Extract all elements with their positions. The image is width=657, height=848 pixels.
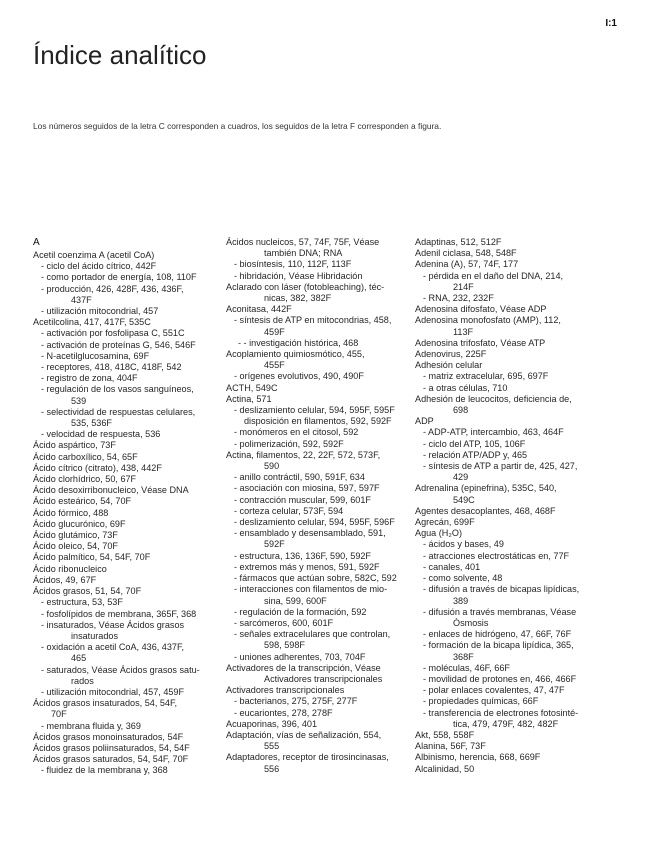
index-subentry: nicas, 382, 382F (264, 293, 332, 304)
index-subentry: - monómeros en el citosol, 592 (234, 427, 359, 438)
index-entry: Agua (H₂O) (415, 528, 462, 539)
index-subentry: - como solvente, 48 (423, 573, 503, 584)
index-entry: Aconitasa, 442F (226, 304, 292, 315)
index-subentry: - fármacos que actúan sobre, 582C, 592 (234, 573, 397, 584)
index-subentry: - enlaces de hidrógeno, 47, 66F, 76F (423, 629, 572, 640)
index-subentry: rados (71, 675, 94, 686)
index-subentry: 539 (71, 395, 87, 406)
index-entry: Aclarado con láser (fotobleaching), téc- (226, 281, 385, 292)
index-subentry: - asociación con miosina, 597, 597F (234, 483, 380, 494)
index-subentry: - - investigación histórica, 468 (238, 337, 359, 348)
index-subentry: - N-acetilglucosamina, 69F (41, 350, 150, 361)
index-subentry: 113F (453, 326, 474, 337)
index-subentry: 437F (71, 294, 92, 305)
index-subentry: 214F (453, 281, 474, 292)
index-column-1 (33, 237, 225, 777)
index-entry: Acuaporinas, 396, 401 (226, 718, 318, 729)
index-entry: Adenosina difosfato, Véase ADP (415, 304, 547, 315)
index-entry: Ácido desoxirribonucleico, Véase DNA (33, 485, 189, 496)
index-subentry: 455F (264, 360, 285, 371)
index-subentry: - extremos más y menos, 591, 592F (234, 561, 380, 572)
index-subentry: - ADP-ATP, intercambio, 463, 464F (423, 427, 564, 438)
index-entry: Ácidos grasos saturados, 54, 54F, 70F (33, 754, 189, 765)
index-subentry: - contracción muscular, 599, 601F (234, 494, 371, 505)
index-entry: Ácido aspártico, 73F (33, 440, 116, 451)
index-subentry: - interacciones con filamentos de mio- (234, 584, 388, 595)
index-subentry: - eucariontes, 278, 278F (234, 707, 333, 718)
index-subentry: - a otras células, 710 (423, 382, 508, 393)
index-entry: ACTH, 549C (226, 382, 278, 393)
index-subentry: - canales, 401 (423, 561, 481, 572)
index-entry: Ácido cítrico (citrato), 438, 442F (33, 462, 162, 473)
index-subentry: - como portador de energía, 108, 110F (41, 272, 197, 283)
index-entry: Adhesión celular (415, 360, 483, 371)
index-subentry: - utilización mitocondrial, 457 (41, 306, 159, 317)
index-entry: Ácido clorhídrico, 50, 67F (33, 474, 137, 485)
index-subentry: - activación por fosfolipasa C, 551C (41, 328, 185, 339)
index-entry: Ácidos, 49, 67F (33, 574, 97, 585)
index-subentry: - fluidez de la membrana y, 368 (41, 765, 168, 776)
index-entry: Agentes desacoplantes, 468, 468F (415, 505, 556, 516)
index-subentry: - insaturados, Véase Ácidos grasos (41, 619, 185, 630)
index-entry: Ácido glucurónico, 69F (33, 518, 126, 529)
index-entry: Actina, filamentos, 22, 22F, 572, 573F, (226, 449, 381, 460)
index-subentry: 698 (453, 405, 469, 416)
index-subentry: Ósmosis (453, 617, 489, 628)
index-entry: Adenosina monofosfato (AMP), 112, (415, 315, 561, 326)
index-subentry: - receptores, 418, 418C, 418F, 542 (41, 362, 182, 373)
index-subentry: - ciclo del ácido cítrico, 442F (41, 261, 157, 272)
index-entry: Adenina (A), 57, 74F, 177 (415, 259, 519, 270)
index-subentry: - oxidación a acetil CoA, 436, 437F, (41, 642, 185, 653)
index-subentry: - registro de zona, 404F (41, 373, 138, 384)
index-entry: Adaptadores, receptor de tirosincinasas, (226, 752, 389, 763)
index-subentry: - difusión a través membranas, Véase (423, 606, 577, 617)
index-subentry: - formación de la bicapa lipídica, 365, (423, 640, 574, 651)
index-subentry: 555 (264, 741, 280, 752)
index-subentry: - RNA, 232, 232F (423, 293, 494, 304)
index-entry: Akt, 558, 558F (415, 729, 475, 740)
index-subentry: 556 (264, 763, 280, 774)
index-subentry: - deslizamiento celular, 594, 595F, 596F (234, 517, 395, 528)
index-entry: Adaptación, vías de señalización, 554, (226, 729, 382, 740)
page-title: Índice analítico (33, 40, 207, 70)
index-subentry: - señales extracelulares que controlan, (234, 629, 391, 640)
index-entry: Ácidos grasos insaturados, 54, 54F, (33, 698, 178, 709)
index-subentry: 590 (264, 461, 280, 472)
index-subentry: - hibridación, Véase Hibridación (234, 270, 363, 281)
index-entry: Ácido oleico, 54, 70F (33, 541, 118, 552)
index-entry: Albinismo, herencia, 668, 669F (415, 752, 541, 763)
index-subentry: - movilidad de protones en, 466, 466F (423, 673, 577, 684)
index-entry: Adenovirus, 225F (415, 349, 487, 360)
page-number: I:1 (605, 18, 617, 29)
index-subentry: 535, 536F (71, 418, 112, 429)
index-entry: Adenosina trifosfato, Véase ATP (415, 337, 546, 348)
index-entry: 70F (51, 709, 67, 720)
index-subentry: - ensamblado y desensamblado, 591, (234, 528, 386, 539)
index-subentry: - polimerización, 592, 592F (234, 438, 344, 449)
index-subentry: - utilización mitocondrial, 457, 459F (41, 686, 185, 697)
index-entry: Adenil ciclasa, 548, 548F (415, 248, 517, 259)
index-subentry: - pérdida en el daño del DNA, 214, (423, 270, 564, 281)
index-subentry: - difusión a través de bicapas lipídicas, (423, 584, 580, 595)
index-subentry: - membrana fluida y, 369 (41, 720, 141, 731)
index-subentry: - síntesis de ATP en mitocondrias, 458, (234, 315, 392, 326)
index-subentry: - ciclo del ATP, 105, 106F (423, 438, 526, 449)
index-subentry: - relación ATP/ADP y, 465 (423, 449, 528, 460)
index-column-3 (415, 237, 607, 775)
index-subentry: - selectividad de respuestas celulares, (41, 406, 196, 417)
index-entry: Ácido palmítico, 54, 54F, 70F (33, 552, 151, 563)
index-column-2 (226, 237, 418, 775)
index-subentry: - biosíntesis, 110, 112F, 113F (234, 259, 352, 270)
index-subentry: 598, 598F (264, 640, 305, 651)
index-subentry: 368F (453, 651, 474, 662)
index-entry: disposición en filamentos, 592, 592F (244, 416, 392, 427)
index-entry: Actina, 571 (226, 393, 272, 404)
index-subentry: - velocidad de respuesta, 536 (41, 429, 161, 440)
index-subentry: - deslizamiento celular, 594, 595F, 595F (234, 405, 395, 416)
index-entry: Alanina, 56F, 73F (415, 741, 486, 752)
section-letter: A (33, 237, 40, 248)
index-subentry: - moléculas, 46F, 66F (423, 662, 510, 673)
index-subentry: - fosfolípidos de membrana, 365F, 368 (41, 608, 197, 619)
index-entry: Adhesión de leucocitos, deficiencia de, (415, 393, 572, 404)
index-subentry: - uniones adherentes, 703, 704F (234, 651, 366, 662)
index-entry: Ácido glutámico, 73F (33, 530, 118, 541)
index-subentry: - estructura, 53, 53F (41, 597, 123, 608)
index-subentry: - sarcómeros, 600, 601F (234, 617, 334, 628)
index-entry: Adrenalina (epinefrina), 535C, 540, (415, 483, 557, 494)
index-subentry: tica, 479, 479F, 482, 482F (453, 718, 559, 729)
index-subentry: - propiedades químicas, 66F (423, 696, 539, 707)
index-subentry: 465 (71, 653, 87, 664)
index-entry: Ácido fórmico, 488 (33, 507, 109, 518)
index-entry: Ácidos grasos poliinsaturados, 54, 54F (33, 742, 190, 753)
index-entry: Ácido ribonucleico (33, 563, 107, 574)
index-subentry: sina, 599, 600F (264, 595, 327, 606)
index-subentry: - anillo contráctil, 590, 591F, 634 (234, 472, 365, 483)
index-entry: Ácido esteárico, 54, 70F (33, 496, 132, 507)
index-subentry: - síntesis de ATP a partir de, 425, 427, (423, 461, 578, 472)
index-subentry: - activación de proteínas G, 546, 546F (41, 339, 196, 350)
index-subentry: 459F (264, 326, 285, 337)
index-subentry: 429 (453, 472, 469, 483)
index-subentry: 389 (453, 595, 469, 606)
index-subentry: Activadores transcripcionales (264, 673, 383, 684)
index-subentry: - orígenes evolutivos, 490, 490F (234, 371, 364, 382)
index-subentry: - saturados, Véase Ácidos grasos satu- (41, 664, 200, 675)
index-entry: Acoplamiento quimiosmótico, 455, (226, 349, 365, 360)
index-subentry: también DNA; RNA (264, 248, 343, 259)
index-entry: Ácidos grasos, 51, 54, 70F (33, 586, 142, 597)
index-subentry: - estructura, 136, 136F, 590, 592F (234, 550, 371, 561)
index-subentry: - corteza celular, 573F, 594 (234, 505, 344, 516)
index-entry: Agrecán, 699F (415, 517, 475, 528)
index-subentry: - atracciones electrostáticas en, 77F (423, 550, 570, 561)
index-entry: Alcalinidad, 50 (415, 763, 475, 774)
index-entry: ADP (415, 416, 434, 427)
index-entry: Ácidos grasos monoinsaturados, 54F (33, 731, 184, 742)
index-subentry: - bacterianos, 275, 275F, 277F (234, 696, 358, 707)
index-subentry: - regulación de los vasos sanguíneos, (41, 384, 194, 395)
index-subentry: - polar enlaces covalentes, 47, 47F (423, 685, 565, 696)
index-entry: Acetil coenzima A (acetil CoA) (33, 250, 155, 260)
index-subentry: 549C (453, 494, 475, 505)
index-subentry: - matriz extracelular, 695, 697F (423, 371, 549, 382)
index-subentry: insaturados (71, 630, 119, 641)
index-entry: Ácido carboxílico, 54, 65F (33, 451, 138, 462)
intro-note: Los números seguidos de la letra C corresponden a cuadros, los seguidos de la letra F corresponden a figura. (33, 121, 442, 131)
index-subentry: 592F (264, 539, 285, 550)
index-subentry: - transferencia de electrones fotosinté- (423, 707, 579, 718)
index-entry: Ácidos nucleicos, 57, 74F, 75F, Véase (226, 237, 380, 247)
index-entry: Activadores transcripcionales (226, 685, 345, 696)
index-entry: Adaptinas, 512, 512F (415, 237, 502, 247)
index-entry: Activadores de la transcripción, Véase (226, 662, 381, 673)
index-subentry: - regulación de la formación, 592 (234, 606, 367, 617)
index-entry: Acetilcolina, 417, 417F, 535C (33, 317, 151, 328)
index-subentry: - ácidos y bases, 49 (423, 539, 504, 550)
index-subentry: - producción, 426, 428F, 436, 436F, (41, 283, 184, 294)
